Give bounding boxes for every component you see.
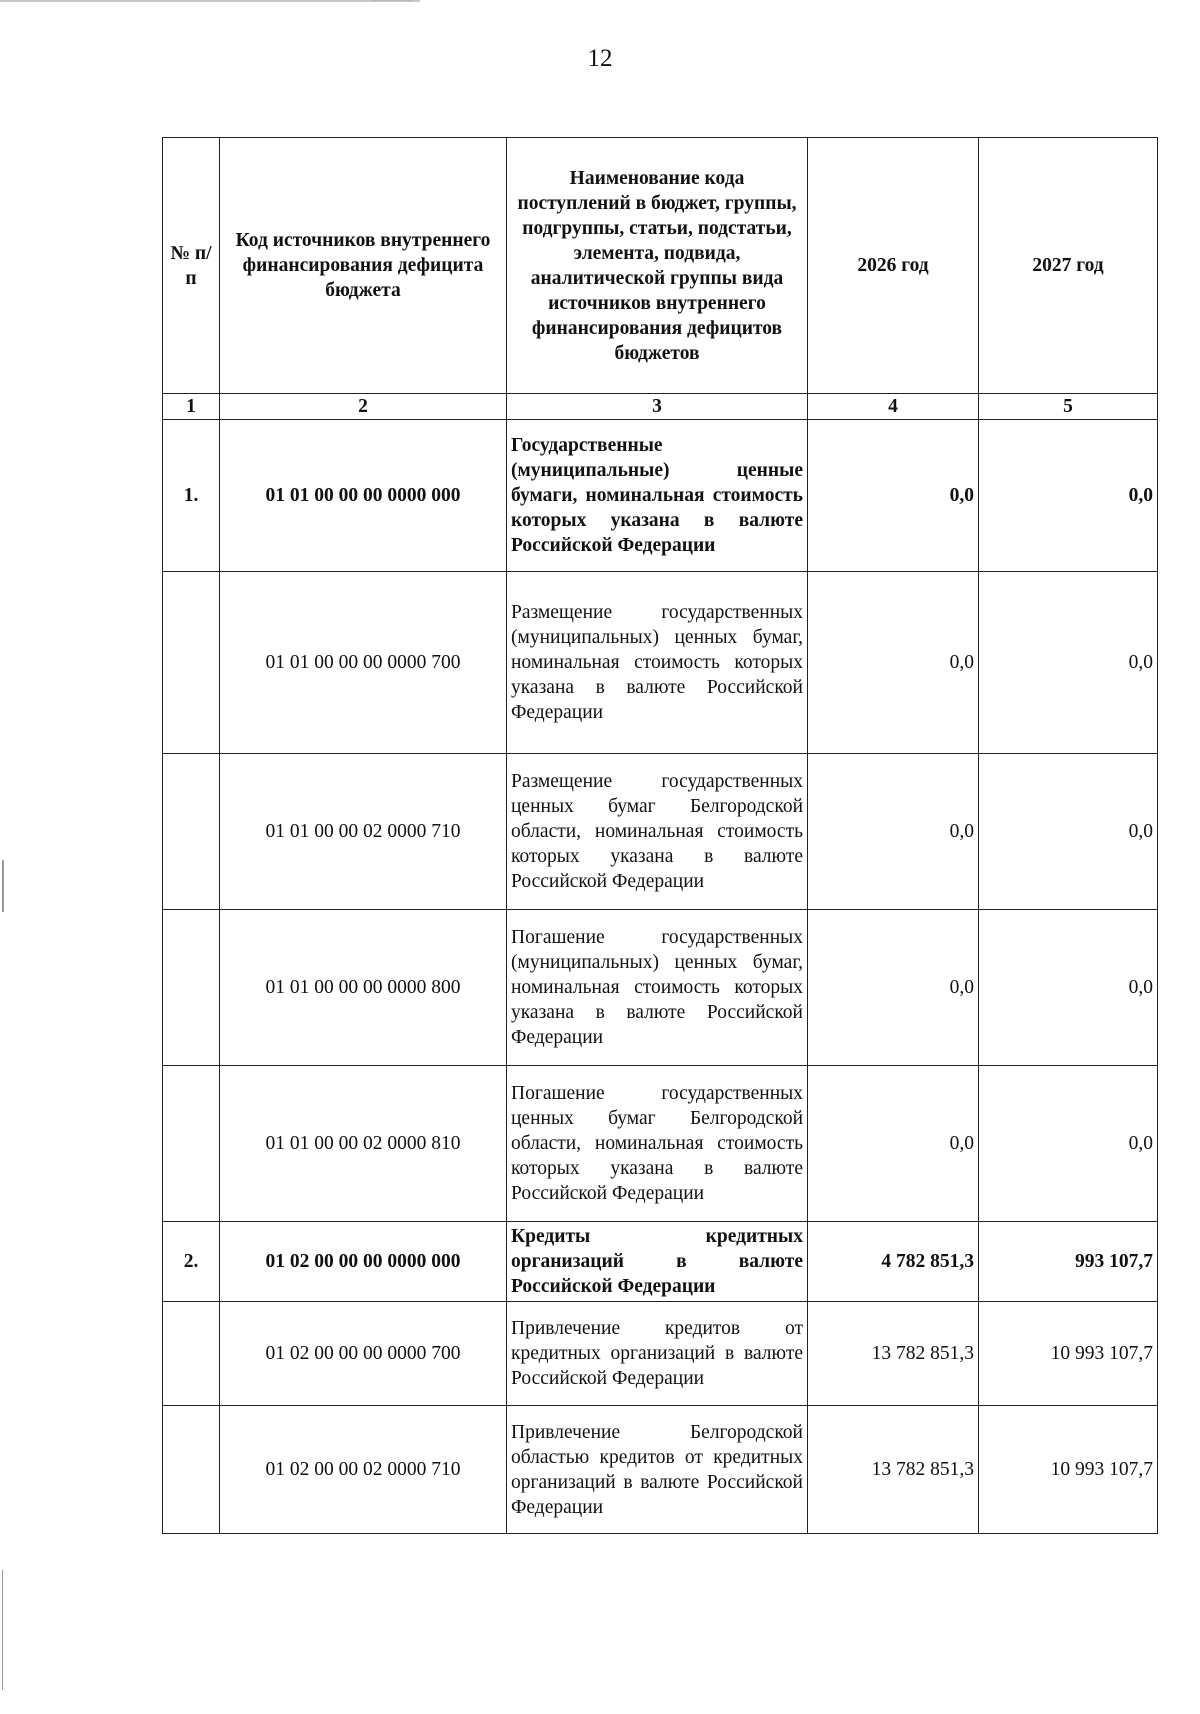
table-row <box>163 1066 1158 1222</box>
value-2027: 0,0 <box>979 1066 1158 1222</box>
column-number-row <box>163 394 1158 420</box>
row-number <box>163 1406 220 1534</box>
scan-edge-line <box>372 0 412 1</box>
budget-sources-table <box>162 137 1158 1534</box>
row-number: 1. <box>163 420 220 572</box>
value-2026: 0,0 <box>808 572 979 754</box>
source-name: Погашение государственных (муниципальных) ценных бумаг, номинальная стоимость которых указана в валюте Российской Федерации <box>507 910 808 1066</box>
source-name: Привлечение Белгородской областью кредитов от кредитных организаций в валюте Российской Федерации <box>507 1406 808 1534</box>
value-2026: 13 782 851,3 <box>808 1406 979 1534</box>
header-code: Код источников внутреннего финансирования дефицита бюджета <box>220 138 507 394</box>
scan-edge-line <box>0 0 420 2</box>
value-2027: 10 993 107,7 <box>979 1406 1158 1534</box>
value-2027: 0,0 <box>979 754 1158 910</box>
value-2026: 0,0 <box>808 910 979 1066</box>
row-number: 2. <box>163 1222 220 1302</box>
source-name: Кредиты кредитных организаций в валюте Российской Федерации <box>507 1222 808 1302</box>
value-2026: 0,0 <box>808 754 979 910</box>
source-name: Размещение государственных ценных бумаг Белгородской области, номинальная стоимость которых указана в валюте Российской Федерации <box>507 754 808 910</box>
value-2027: 993 107,7 <box>979 1222 1158 1302</box>
row-number <box>163 572 220 754</box>
value-2026: 4 782 851,3 <box>808 1222 979 1302</box>
row-number <box>163 1066 220 1222</box>
margin-mark <box>2 860 4 912</box>
header-name: Наименование кода поступлений в бюджет, группы, подгруппы, статьи, подстатьи, элемента, подвида, аналитической группы вида источников внутреннего финансирования дефицитов бюджетов <box>507 138 808 394</box>
page-number: 12 <box>587 45 613 72</box>
column-number: 5 <box>979 394 1158 420</box>
table-row <box>163 910 1158 1066</box>
table-row <box>163 754 1158 910</box>
header-2027: 2027 год <box>979 138 1158 394</box>
row-number <box>163 910 220 1066</box>
table-row <box>163 1406 1158 1534</box>
source-code: 01 02 00 00 02 0000 710 <box>220 1406 507 1534</box>
table-row <box>163 572 1158 754</box>
table-row <box>163 1302 1158 1406</box>
value-2027: 0,0 <box>979 572 1158 754</box>
table-row <box>163 420 1158 572</box>
column-number: 1 <box>163 394 220 420</box>
source-code: 01 01 00 00 00 0000 000 <box>220 420 507 572</box>
value-2026: 0,0 <box>808 1066 979 1222</box>
value-2026: 0,0 <box>808 420 979 572</box>
table-row <box>163 1222 1158 1302</box>
source-name: Погашение государственных ценных бумаг Белгородской области, номинальная стоимость которых указана в валюте Российской Федерации <box>507 1066 808 1222</box>
source-code: 01 01 00 00 00 0000 800 <box>220 910 507 1066</box>
column-number: 2 <box>220 394 507 420</box>
source-code: 01 01 00 00 00 0000 700 <box>220 572 507 754</box>
value-2027: 0,0 <box>979 910 1158 1066</box>
source-name: Привлечение кредитов от кредитных организаций в валюте Российской Федерации <box>507 1302 808 1406</box>
column-number: 4 <box>808 394 979 420</box>
header-num: № п/п <box>163 138 220 394</box>
margin-mark <box>2 1570 3 1690</box>
column-number: 3 <box>507 394 808 420</box>
source-code: 01 01 00 00 02 0000 810 <box>220 1066 507 1222</box>
value-2027: 10 993 107,7 <box>979 1302 1158 1406</box>
value-2027: 0,0 <box>979 420 1158 572</box>
row-number <box>163 1302 220 1406</box>
row-number <box>163 754 220 910</box>
source-code: 01 01 00 00 02 0000 710 <box>220 754 507 910</box>
source-name: Размещение государственных (муниципальных) ценных бумаг, номинальная стоимость которых указана в валюте Российской Федерации <box>507 572 808 754</box>
value-2026: 13 782 851,3 <box>808 1302 979 1406</box>
source-code: 01 02 00 00 00 0000 700 <box>220 1302 507 1406</box>
header-2026: 2026 год <box>808 138 979 394</box>
source-name: Государственные (муниципальные) ценные бумаги, номинальная стоимость которых указана в валюте Российской Федерации <box>507 420 808 572</box>
table-header-row <box>163 138 1158 394</box>
source-code: 01 02 00 00 00 0000 000 <box>220 1222 507 1302</box>
